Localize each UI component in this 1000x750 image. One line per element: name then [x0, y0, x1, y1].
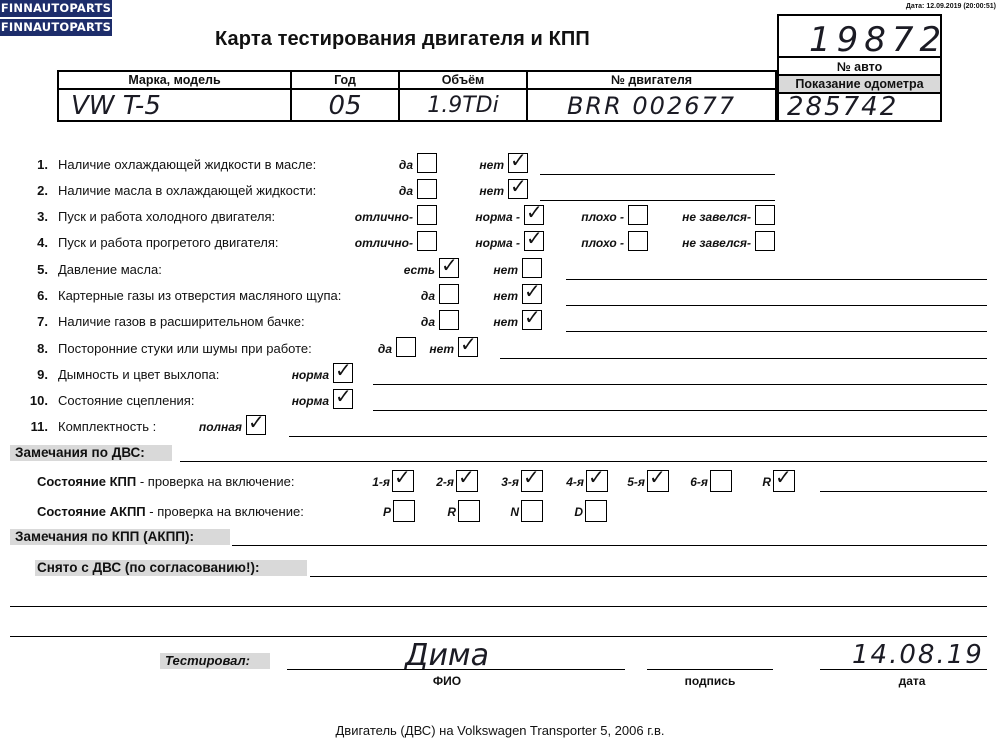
gear-checkbox[interactable]	[585, 500, 607, 522]
blank-line-2	[10, 636, 987, 637]
option-label: норма	[291, 368, 329, 382]
option-label: да	[377, 342, 392, 356]
check-mark-icon: ✓	[248, 410, 265, 434]
date-handwritten: 14.08.19	[852, 640, 984, 670]
check-mark-icon: ✓	[526, 226, 543, 250]
blank-line-1	[10, 606, 987, 607]
gear-checkbox[interactable]	[586, 465, 608, 492]
header-cell-model	[59, 72, 292, 120]
question-text: Состояние сцепления:	[58, 393, 195, 408]
option-checkbox[interactable]	[628, 231, 648, 251]
option-checkbox[interactable]	[508, 174, 528, 199]
header-label-year: Год	[292, 72, 398, 90]
option-checkbox[interactable]	[439, 310, 459, 330]
check-mark-icon: ✓	[510, 148, 527, 172]
option-label: да	[420, 315, 435, 329]
option-checkbox[interactable]	[508, 148, 528, 173]
option-checkbox[interactable]	[524, 200, 544, 225]
option-label: нет	[493, 289, 518, 303]
gear-label: 3-я	[501, 475, 519, 489]
remarks-kpp-line	[232, 545, 987, 546]
option-checkbox[interactable]	[524, 226, 544, 251]
question-number: 5.	[37, 262, 48, 277]
check-mark-icon: ✓	[335, 384, 352, 408]
auto-number-box	[777, 14, 948, 122]
notes-line	[500, 358, 987, 359]
option-label: нет	[479, 184, 504, 198]
question-number: 6.	[37, 288, 48, 303]
header-cell-volume	[400, 72, 528, 120]
option-label: норма -	[475, 236, 520, 250]
question-number: 7.	[37, 314, 48, 329]
header-cell-engine	[528, 72, 775, 120]
gear-label: R	[762, 475, 771, 489]
gear-label: P	[382, 505, 391, 519]
kpp-manual-suffix: - проверка на включение:	[136, 474, 295, 489]
gear-checkbox[interactable]	[392, 465, 414, 492]
check-mark-icon: ✓	[460, 332, 477, 356]
option-label: норма	[291, 394, 329, 408]
option-label: да	[398, 184, 413, 198]
notes-line	[566, 305, 987, 306]
logo-top: FINNAUTOPARTS	[0, 1, 112, 15]
logo-bottom: FINNAUTOPARTS	[0, 20, 112, 34]
check-mark-icon: ✓	[335, 358, 352, 382]
check-mark-icon: ✓	[524, 279, 541, 303]
check-mark-icon: ✓	[775, 465, 792, 489]
gear-label: 1-я	[372, 475, 390, 489]
option-label: есть	[403, 263, 435, 277]
header-cell-year	[292, 72, 400, 120]
header-value-engine: BRR 002677	[566, 92, 737, 120]
check-mark-icon: ✓	[458, 465, 475, 489]
question-text: Пуск и работа прогретого двигателя:	[58, 235, 279, 250]
option-label: отлично-	[354, 236, 413, 250]
notes-line	[566, 279, 987, 280]
header-value-year: 05	[328, 91, 362, 121]
gear-checkbox[interactable]	[458, 500, 480, 522]
question-text: Комплектность :	[58, 419, 157, 434]
kpp-manual-row-label	[37, 474, 294, 489]
question-number: 10.	[29, 393, 48, 408]
tested-label: Тестировал:	[165, 653, 250, 668]
question-text: Наличие газов в расширительном бачке:	[58, 314, 305, 329]
removed-label: Снято с ДВС (по согласованию!):	[37, 560, 260, 575]
auto-number-label: № авто	[779, 56, 940, 76]
form-title: Карта тестирования двигателя и КПП	[215, 28, 590, 50]
option-checkbox[interactable]	[439, 253, 459, 278]
check-mark-icon: ✓	[510, 174, 527, 198]
gear-label: 2-я	[436, 475, 454, 489]
option-label: плохо -	[581, 210, 624, 224]
check-mark-icon: ✓	[394, 465, 411, 489]
auto-number-handwritten: 19872	[809, 20, 948, 60]
notes-line	[540, 200, 775, 201]
check-mark-icon: ✓	[441, 253, 458, 277]
option-checkbox[interactable]	[522, 305, 542, 330]
option-checkbox[interactable]	[628, 205, 648, 225]
gear-label: 5-я	[627, 475, 645, 489]
notes-line	[289, 436, 987, 437]
check-mark-icon: ✓	[649, 465, 666, 489]
sign-line	[647, 669, 773, 670]
kpp-auto-suffix: - проверка на включение:	[145, 504, 304, 519]
question-number: 9.	[37, 367, 48, 382]
question-number: 3.	[37, 209, 48, 224]
question-text: Дымность и цвет выхлопа:	[58, 367, 220, 382]
option-checkbox[interactable]	[522, 279, 542, 304]
option-checkbox[interactable]	[333, 384, 353, 409]
header-label-volume: Объём	[400, 72, 526, 90]
option-label: нет	[429, 342, 454, 356]
check-mark-icon: ✓	[526, 200, 543, 224]
gear-label: D	[574, 505, 583, 519]
question-text: Пуск и работа холодного двигателя:	[58, 209, 276, 224]
notes-line	[566, 331, 987, 332]
header-value-model: VW T-5	[71, 91, 161, 121]
option-label: норма -	[475, 210, 520, 224]
option-checkbox[interactable]	[755, 231, 775, 251]
notes-line	[540, 174, 775, 175]
kpp-manual-label: Состояние КПП	[37, 474, 137, 489]
option-checkbox[interactable]	[522, 258, 542, 278]
option-label: нет	[493, 263, 518, 277]
option-label: полная	[198, 420, 242, 434]
question-text: Наличие масла в охлаждающей жидкости:	[58, 183, 317, 198]
question-text: Давление масла:	[58, 262, 162, 277]
gear-checkbox[interactable]	[647, 465, 669, 492]
option-checkbox[interactable]	[417, 231, 437, 251]
option-label: да	[420, 289, 435, 303]
question-number: 11.	[30, 419, 48, 434]
gear-label: 4-я	[566, 475, 584, 489]
fio-line	[287, 669, 625, 670]
page-caption: Двигатель (ДВС) на Volkswagen Transporter 5, 2006 г.в.	[335, 723, 665, 738]
option-checkbox[interactable]	[417, 153, 437, 173]
header-value-volume: 1.9TDi	[427, 93, 499, 118]
gear-label: 6-я	[690, 475, 708, 489]
option-checkbox[interactable]	[417, 205, 437, 225]
question-number: 8.	[37, 341, 48, 356]
gear-label: N	[510, 505, 519, 519]
option-checkbox[interactable]	[246, 410, 266, 435]
fio-label: ФИО	[432, 674, 462, 688]
header-label-engine: № двигателя	[528, 72, 775, 90]
remarks-engine-line	[180, 461, 987, 462]
date-label: дата	[898, 674, 926, 688]
option-label: не завелся-	[682, 236, 751, 250]
remarks-engine-label: Замечания по ДВС:	[15, 445, 145, 460]
gear-label: R	[447, 505, 456, 519]
sign-label: подпись	[684, 674, 736, 688]
tester-name-handwritten: Дима	[405, 638, 489, 673]
question-number: 4.	[37, 235, 48, 250]
gear-checkbox[interactable]	[773, 465, 795, 492]
date-line	[820, 669, 987, 670]
question-number: 2.	[37, 183, 48, 198]
remarks-kpp-label: Замечания по КПП (АКПП):	[15, 529, 194, 544]
gear-checkbox[interactable]	[456, 465, 478, 492]
check-mark-icon: ✓	[524, 305, 541, 329]
gear-checkbox[interactable]	[521, 500, 543, 522]
kpp-auto-label: Состояние АКПП	[37, 504, 146, 519]
option-label: нет	[479, 158, 504, 172]
vehicle-header-table	[57, 70, 777, 122]
option-checkbox[interactable]	[755, 205, 775, 225]
option-checkbox[interactable]	[396, 337, 416, 357]
option-label: отлично-	[354, 210, 413, 224]
option-checkbox[interactable]	[333, 358, 353, 383]
gear-checkbox[interactable]	[393, 500, 415, 522]
option-label: да	[398, 158, 413, 172]
question-text: Посторонние стуки или шумы при работе:	[58, 341, 312, 356]
option-label: плохо -	[581, 236, 624, 250]
print-date: Дата: 12.09.2019 (20:00:51)	[905, 3, 996, 10]
header-label-model: Марка, модель	[59, 72, 290, 90]
option-label: не завелся-	[682, 210, 751, 224]
question-text: Наличие охлаждающей жидкости в масле:	[58, 157, 317, 172]
notes-line	[373, 384, 987, 385]
question-number: 1.	[37, 157, 48, 172]
odometer-label: Показание одометра	[779, 74, 940, 94]
question-text: Картерные газы из отверстия масляного щупа:	[58, 288, 342, 303]
notes-line	[373, 410, 987, 411]
option-checkbox[interactable]	[417, 179, 437, 199]
option-checkbox[interactable]	[458, 332, 478, 357]
option-label: нет	[493, 315, 518, 329]
gear-checkbox[interactable]	[710, 470, 732, 492]
removed-line	[310, 576, 987, 577]
check-mark-icon: ✓	[523, 465, 540, 489]
odometer-value: 285742	[787, 92, 899, 122]
gear-checkbox[interactable]	[521, 465, 543, 492]
option-checkbox[interactable]	[439, 284, 459, 304]
kpp-manual-line	[820, 491, 987, 492]
kpp-auto-row-label	[37, 504, 304, 519]
check-mark-icon: ✓	[588, 465, 605, 489]
